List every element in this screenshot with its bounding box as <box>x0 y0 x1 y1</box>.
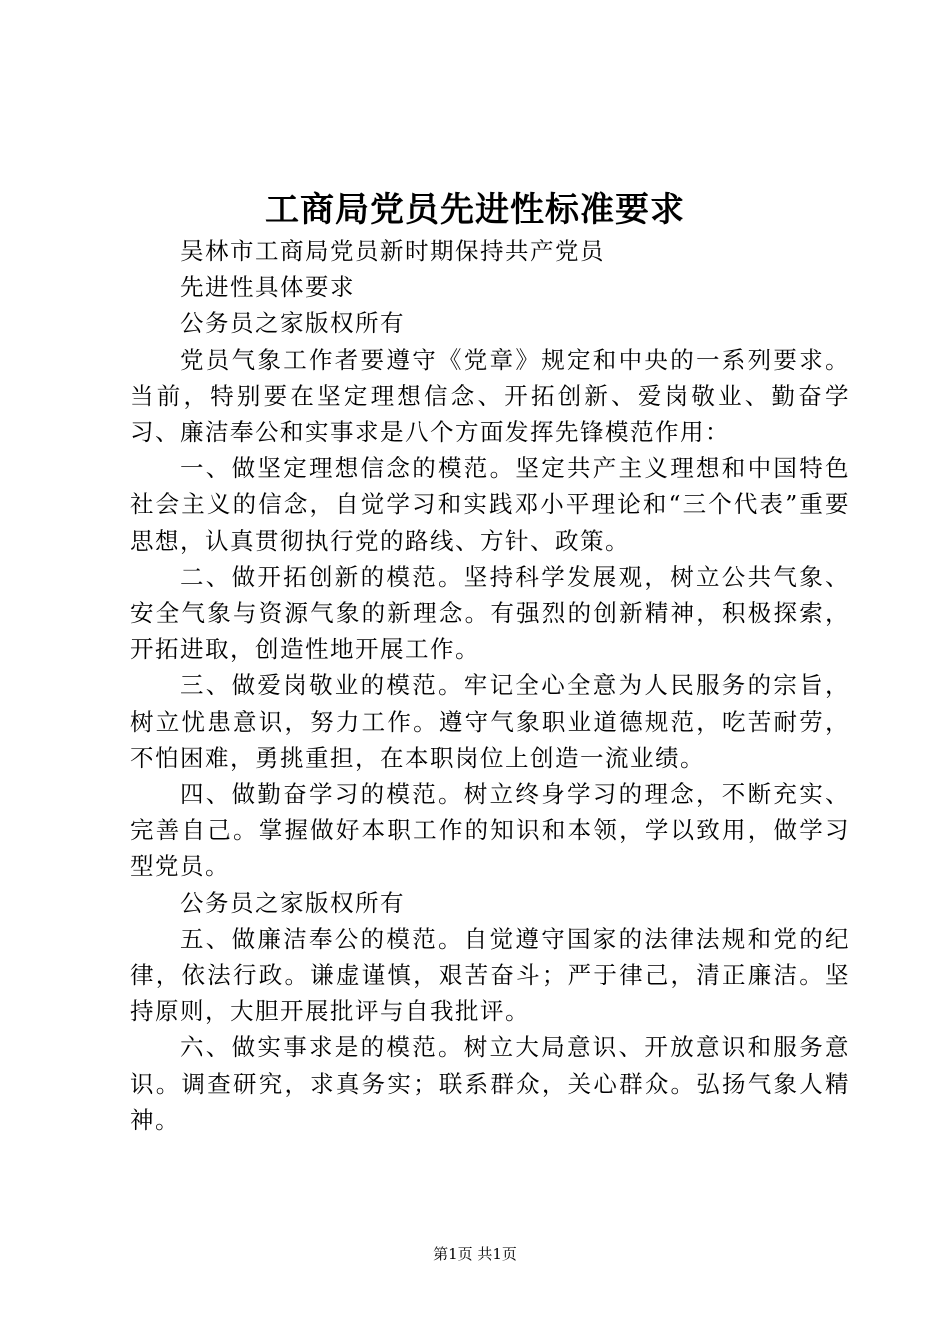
paragraph-intro: 党员气象工作者要遵守《党章》规定和中央的一系列要求。当前，特别要在坚定理想信念、开拓创新、爱岗敬业、勤奋学习、廉洁奉公和实事求是八个方面发挥先锋模范作用： <box>130 345 850 447</box>
paragraph-item-1: 一、做坚定理想信念的模范。坚定共产主义理想和中国特色社会主义的信念，自觉学习和实践邓小平理论和“三个代表”重要思想，认真贯彻执行党的路线、方针、政策。 <box>130 454 850 555</box>
paragraph-item-4: 四、做勤奋学习的模范。树立终身学习的理念，不断充实、完善自己。掌握做好本职工作的知识和本领，学以致用，做学习型党员。 <box>130 780 850 881</box>
page-footer: 第1页 共1页 <box>433 1245 517 1263</box>
document-title: 工商局党员先进性标准要求 <box>265 190 685 230</box>
paragraph-copyright-notice: 公务员之家版权所有 <box>180 309 405 338</box>
paragraph-item-6: 六、做实事求是的模范。树立大局意识、开放意识和服务意识。调查研究，求真务实；联系群众，关心群众。弘扬气象人精神。 <box>130 1033 850 1134</box>
paragraph-subtitle-line1: 吴林市工商局党员新时期保持共产党员 <box>180 237 605 265</box>
paragraph-copyright-notice-2: 公务员之家版权所有 <box>180 888 405 917</box>
paragraph-subtitle-line2: 先进性具体要求 <box>180 273 355 302</box>
paragraph-item-3: 三、做爱岗敬业的模范。牢记全心全意为人民服务的宗旨，树立忧患意识，努力工作。遵守气象职业道德规范，吃苦耐劳，不怕困难，勇挑重担，在本职岗位上创造一流业绩。 <box>130 671 850 772</box>
paragraph-item-2: 二、做开拓创新的模范。坚持科学发展观，树立公共气象、安全气象与资源气象的新理念。有强烈的创新精神，积极探索，开拓进取，创造性地开展工作。 <box>130 562 850 664</box>
paragraph-item-5: 五、做廉洁奉公的模范。自觉遵守国家的法律法规和党的纪律，依法行政。谦虚谨慎，艰苦奋斗；严于律己，清正廉洁。坚持原则，大胆开展批评与自我批评。 <box>130 924 850 1026</box>
document-body <box>130 233 850 1138</box>
